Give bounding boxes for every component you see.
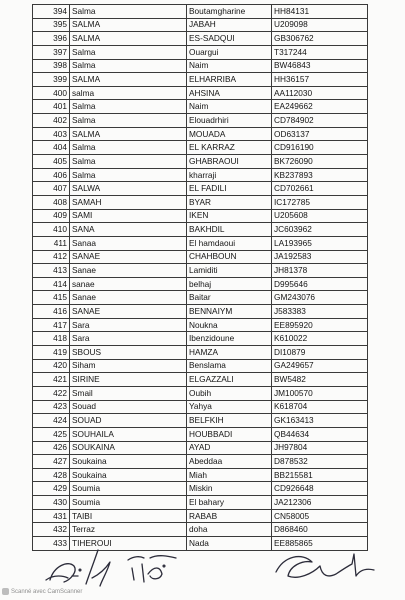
first-name-cell: Soumia (70, 496, 187, 510)
row-number: 413 (33, 264, 70, 278)
row-number: 419 (33, 346, 70, 360)
id-number-cell: HH84131 (272, 5, 368, 19)
first-name-cell: Salma (70, 141, 187, 155)
table-row (33, 100, 368, 114)
first-name-cell: Sara (70, 332, 187, 346)
row-number: 423 (33, 400, 70, 414)
last-name-cell: ELGAZZALI (187, 373, 272, 387)
row-number: 422 (33, 386, 70, 400)
id-number-cell: CD702661 (272, 182, 368, 196)
roster-table-body (33, 5, 368, 551)
id-number-cell: JA192583 (272, 250, 368, 264)
last-name-cell: Miah (187, 468, 272, 482)
first-name-cell: Soumia (70, 482, 187, 496)
table-row (33, 291, 368, 305)
last-name-cell: BYAR (187, 195, 272, 209)
table-row (33, 455, 368, 469)
table-row (33, 359, 368, 373)
last-name-cell: Lamiditi (187, 264, 272, 278)
table-row (33, 482, 368, 496)
last-name-cell: JABAH (187, 18, 272, 32)
row-number: 410 (33, 223, 70, 237)
last-name-cell: AHSINA (187, 86, 272, 100)
table-row (33, 155, 368, 169)
table-row (33, 414, 368, 428)
row-number: 395 (33, 18, 70, 32)
scanner-app-icon (2, 588, 9, 595)
scanner-watermark (2, 588, 82, 595)
table-row (33, 523, 368, 537)
last-name-cell: MOUADA (187, 127, 272, 141)
table-row (33, 223, 368, 237)
row-number: 402 (33, 114, 70, 128)
id-number-cell: DI10879 (272, 346, 368, 360)
last-name-cell: Ibenzidoune (187, 332, 272, 346)
first-name-cell: SANAE (70, 305, 187, 319)
row-number: 428 (33, 468, 70, 482)
last-name-cell: Baitar (187, 291, 272, 305)
first-name-cell: Smail (70, 386, 187, 400)
row-number: 398 (33, 59, 70, 73)
row-number: 427 (33, 455, 70, 469)
last-name-cell: HAMZA (187, 346, 272, 360)
last-name-cell: Benslama (187, 359, 272, 373)
row-number: 394 (33, 5, 70, 19)
id-number-cell: JH97804 (272, 441, 368, 455)
id-number-cell: CD784902 (272, 114, 368, 128)
first-name-cell: Sanaa (70, 236, 187, 250)
last-name-cell: HOUBBADI (187, 427, 272, 441)
row-number: 397 (33, 45, 70, 59)
id-number-cell: CD916190 (272, 141, 368, 155)
id-number-cell: CN58005 (272, 509, 368, 523)
first-name-cell: Sara (70, 318, 187, 332)
table-row (33, 373, 368, 387)
last-name-cell: GHABRAOUI (187, 155, 272, 169)
table-row (33, 168, 368, 182)
last-name-cell: Naim (187, 59, 272, 73)
row-number: 416 (33, 305, 70, 319)
last-name-cell: Miskin (187, 482, 272, 496)
table-row (33, 18, 368, 32)
last-name-cell: kharraji (187, 168, 272, 182)
id-number-cell: AA112030 (272, 86, 368, 100)
table-row (33, 400, 368, 414)
id-number-cell: LA193965 (272, 236, 368, 250)
table-row (33, 509, 368, 523)
signatures-row (40, 536, 380, 588)
row-number: 411 (33, 236, 70, 250)
row-number: 430 (33, 496, 70, 510)
first-name-cell: sanae (70, 277, 187, 291)
first-name-cell: salma (70, 86, 187, 100)
id-number-cell: GA249657 (272, 359, 368, 373)
first-name-cell: Soukaina (70, 455, 187, 469)
first-name-cell: SAMAH (70, 195, 187, 209)
last-name-cell: BELFKIH (187, 414, 272, 428)
id-number-cell: CD926648 (272, 482, 368, 496)
row-number: 418 (33, 332, 70, 346)
row-number: 399 (33, 73, 70, 87)
first-name-cell: Sanae (70, 264, 187, 278)
id-number-cell: GB306762 (272, 32, 368, 46)
last-name-cell: El hamdaoui (187, 236, 272, 250)
row-number: 433 (33, 536, 70, 550)
id-number-cell: IC172785 (272, 195, 368, 209)
first-name-cell: SANA (70, 223, 187, 237)
last-name-cell: RABAB (187, 509, 272, 523)
table-row (33, 86, 368, 100)
row-number: 396 (33, 32, 70, 46)
table-row (33, 32, 368, 46)
first-name-cell: SAMI (70, 209, 187, 223)
table-row (33, 5, 368, 19)
signature-1 (46, 550, 110, 586)
row-number: 426 (33, 441, 70, 455)
row-number: 401 (33, 100, 70, 114)
first-name-cell: Salma (70, 59, 187, 73)
table-row (33, 496, 368, 510)
last-name-cell: Elouadrhiri (187, 114, 272, 128)
first-name-cell: Siham (70, 359, 187, 373)
last-name-cell: IKEN (187, 209, 272, 223)
first-name-cell: Salma (70, 114, 187, 128)
last-name-cell: BAKHDIL (187, 223, 272, 237)
id-number-cell: BW5482 (272, 373, 368, 387)
id-number-cell: QB44634 (272, 427, 368, 441)
id-number-cell: JH81378 (272, 264, 368, 278)
signature-3 (276, 554, 374, 577)
first-name-cell: Salma (70, 155, 187, 169)
table-row (33, 127, 368, 141)
row-number: 415 (33, 291, 70, 305)
first-name-cell: TIHEROUI (70, 536, 187, 550)
last-name-cell: Ouargui (187, 45, 272, 59)
first-name-cell: SBOUS (70, 346, 187, 360)
last-name-cell: doha (187, 523, 272, 537)
first-name-cell: SALMA (70, 73, 187, 87)
id-number-cell: D995646 (272, 277, 368, 291)
last-name-cell: Yahya (187, 400, 272, 414)
last-name-cell: EL KARRAZ (187, 141, 272, 155)
row-number: 408 (33, 195, 70, 209)
last-name-cell: ES-SADQUI (187, 32, 272, 46)
id-number-cell: EE895920 (272, 318, 368, 332)
id-number-cell: BK726090 (272, 155, 368, 169)
last-name-cell: El bahary (187, 496, 272, 510)
id-number-cell: HH36157 (272, 73, 368, 87)
table-row (33, 59, 368, 73)
row-number: 407 (33, 182, 70, 196)
id-number-cell: BW46843 (272, 59, 368, 73)
last-name-cell: Noukna (187, 318, 272, 332)
row-number: 429 (33, 482, 70, 496)
row-number: 432 (33, 523, 70, 537)
first-name-cell: SALMA (70, 18, 187, 32)
last-name-cell: Naim (187, 100, 272, 114)
first-name-cell: Soukaina (70, 468, 187, 482)
table-row (33, 250, 368, 264)
table-row (33, 45, 368, 59)
first-name-cell: Sanae (70, 291, 187, 305)
id-number-cell: U205608 (272, 209, 368, 223)
table-row (33, 209, 368, 223)
first-name-cell: SALWA (70, 182, 187, 196)
last-name-cell: Boutamgharine (187, 5, 272, 19)
table-row (33, 195, 368, 209)
table-row (33, 277, 368, 291)
table-row (33, 332, 368, 346)
last-name-cell: CHAHBOUN (187, 250, 272, 264)
row-number: 431 (33, 509, 70, 523)
id-number-cell: BB215581 (272, 468, 368, 482)
table-row (33, 264, 368, 278)
id-number-cell: OD63137 (272, 127, 368, 141)
id-number-cell: GK163413 (272, 414, 368, 428)
row-number: 403 (33, 127, 70, 141)
last-name-cell: EL FADILI (187, 182, 272, 196)
first-name-cell: Salma (70, 100, 187, 114)
last-name-cell: belhaj (187, 277, 272, 291)
scanner-watermark-text: Scanné avec CamScanner (11, 588, 83, 595)
table-row (33, 236, 368, 250)
table-row (33, 468, 368, 482)
first-name-cell: Salma (70, 45, 187, 59)
id-number-cell: EE885865 (272, 536, 368, 550)
table-row (33, 114, 368, 128)
first-name-cell: SALMA (70, 127, 187, 141)
table-row (33, 427, 368, 441)
id-number-cell: D878532 (272, 455, 368, 469)
row-number: 409 (33, 209, 70, 223)
table-row (33, 73, 368, 87)
first-name-cell: Terraz (70, 523, 187, 537)
table-row (33, 318, 368, 332)
last-name-cell: AYAD (187, 441, 272, 455)
table-row (33, 182, 368, 196)
id-number-cell: JM100570 (272, 386, 368, 400)
row-number: 405 (33, 155, 70, 169)
row-number: 425 (33, 427, 70, 441)
row-number: 420 (33, 359, 70, 373)
roster-table (32, 4, 368, 551)
table-row (33, 305, 368, 319)
last-name-cell: BENNAIYM (187, 305, 272, 319)
first-name-cell: SIRINE (70, 373, 187, 387)
first-name-cell: Salma (70, 5, 187, 19)
id-number-cell: D868460 (272, 523, 368, 537)
signature-2 (128, 556, 176, 582)
first-name-cell: SOUKAINA (70, 441, 187, 455)
row-number: 414 (33, 277, 70, 291)
id-number-cell: J583383 (272, 305, 368, 319)
id-number-cell: GM243076 (272, 291, 368, 305)
last-name-cell: Oubih (187, 386, 272, 400)
first-name-cell: TAIBI (70, 509, 187, 523)
row-number: 404 (33, 141, 70, 155)
id-number-cell: JC603962 (272, 223, 368, 237)
table-row (33, 346, 368, 360)
row-number: 412 (33, 250, 70, 264)
last-name-cell: Nada (187, 536, 272, 550)
row-number: 421 (33, 373, 70, 387)
first-name-cell: SALMA (70, 32, 187, 46)
id-number-cell: K618704 (272, 400, 368, 414)
id-number-cell: K610022 (272, 332, 368, 346)
id-number-cell: T317244 (272, 45, 368, 59)
first-name-cell: SOUHAILA (70, 427, 187, 441)
row-number: 424 (33, 414, 70, 428)
row-number: 400 (33, 86, 70, 100)
first-name-cell: Souad (70, 400, 187, 414)
id-number-cell: KB237893 (272, 168, 368, 182)
last-name-cell: Abeddaa (187, 455, 272, 469)
id-number-cell: JA212306 (272, 496, 368, 510)
table-row (33, 386, 368, 400)
first-name-cell: SANAE (70, 250, 187, 264)
last-name-cell: ELHARRIBA (187, 73, 272, 87)
first-name-cell: Salma (70, 168, 187, 182)
id-number-cell: U209098 (272, 18, 368, 32)
row-number: 406 (33, 168, 70, 182)
table-row (33, 441, 368, 455)
table-row (33, 141, 368, 155)
first-name-cell: SOUAD (70, 414, 187, 428)
id-number-cell: EA249662 (272, 100, 368, 114)
row-number: 417 (33, 318, 70, 332)
